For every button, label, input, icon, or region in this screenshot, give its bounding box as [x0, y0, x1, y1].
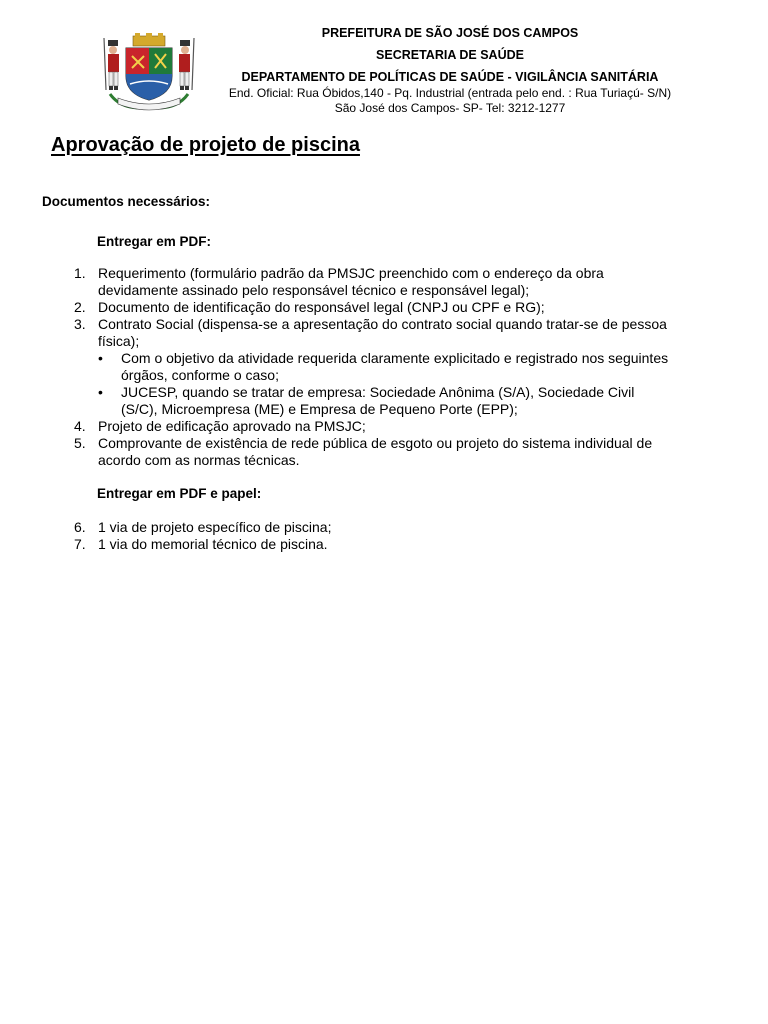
- header-city-hall: PREFEITURA DE SÃO JOSÉ DOS CAMPOS: [321, 26, 579, 40]
- list-item-text: Documento de identificação do responsável legal (CNPJ ou CPF e RG);: [98, 299, 545, 315]
- list-item-number: 1.: [74, 265, 86, 281]
- bullet-item-text: órgãos, conforme o caso;: [121, 367, 279, 383]
- list-item-text: Contrato Social (dispensa-se a apresentação do contrato social quando tratar-se de pessoa: [98, 316, 667, 332]
- list-item-number: 3.: [74, 316, 86, 332]
- subsection-deliver-pdf: Entregar em PDF:: [97, 234, 212, 249]
- list-item: [0, 536, 738, 553]
- list-item-text: 1 via de projeto específico de piscina;: [98, 519, 332, 535]
- header-health-secretariat: SECRETARIA DE SAÚDE: [376, 48, 524, 62]
- list-item-text: Requerimento (formulário padrão da PMSJC preenchido com o endereço da obra: [98, 265, 604, 281]
- bullet-icon: •: [98, 350, 103, 366]
- list-item-text: física);: [98, 333, 140, 349]
- list-item-text: 1 via do memorial técnico de piscina.: [98, 536, 328, 552]
- list-item-number: 5.: [74, 435, 86, 451]
- pdf-and-paper-documents-list: [0, 519, 768, 553]
- pdf-documents-list: [0, 265, 768, 469]
- list-item: [0, 435, 738, 469]
- bullet-icon: •: [98, 384, 103, 400]
- left-soldier-figure: [104, 38, 119, 90]
- list-item-text: acordo com as normas técnicas.: [98, 452, 300, 468]
- bullet-item: [0, 384, 737, 418]
- header-department: DEPARTAMENTO DE POLÍTICAS DE SAÚDE - VIGILÂNCIA SANITÁRIA: [241, 70, 659, 84]
- bullet-item-text: (S/C), Microempresa (ME) e Empresa de Pequeno Porte (EPP);: [121, 401, 518, 417]
- list-item-number: 6.: [74, 519, 86, 535]
- list-item-text: devidamente assinado pelo responsável técnico e responsável legal);: [98, 282, 530, 298]
- header-address: End. Oficial: Rua Óbidos,140 - Pq. Industrial (entrada pelo end. : Rua Turiaçú- S/N): [228, 86, 672, 100]
- list-item: [0, 265, 738, 299]
- list-item-text: Comprovante de existência de rede pública de esgoto ou projeto do sistema individual de: [98, 435, 653, 451]
- bullet-item-text: JUCESP, quando se tratar de empresa: Sociedade Anônima (S/A), Sociedade Civil: [121, 384, 635, 400]
- header-city-phone: São José dos Campos- SP- Tel: 3212-1277: [334, 101, 566, 115]
- section-required-documents: Documentos necessários:: [42, 194, 211, 209]
- list-item-number: 2.: [74, 299, 86, 315]
- mural-crown: [133, 33, 165, 46]
- list-item: [0, 299, 738, 316]
- shield: [126, 48, 172, 100]
- document-title: Aprovação de projeto de piscina: [51, 134, 360, 156]
- bullet-item-text: Com o objetivo da atividade requerida claramente explicitado e registrado nos seguintes: [121, 350, 669, 366]
- list-item-number: 7.: [74, 536, 86, 552]
- coat-of-arms-logo: [100, 32, 198, 114]
- list-item: [0, 316, 738, 350]
- list-item: [0, 519, 738, 536]
- list-item-number: 4.: [74, 418, 86, 434]
- bullet-item: [0, 350, 737, 384]
- list-item-text: Projeto de edificação aprovado na PMSJC;: [98, 418, 366, 434]
- subsection-deliver-pdf-and-paper: Entregar em PDF e papel:: [97, 486, 262, 501]
- right-soldier-figure: [179, 38, 194, 90]
- list-item: [0, 418, 738, 435]
